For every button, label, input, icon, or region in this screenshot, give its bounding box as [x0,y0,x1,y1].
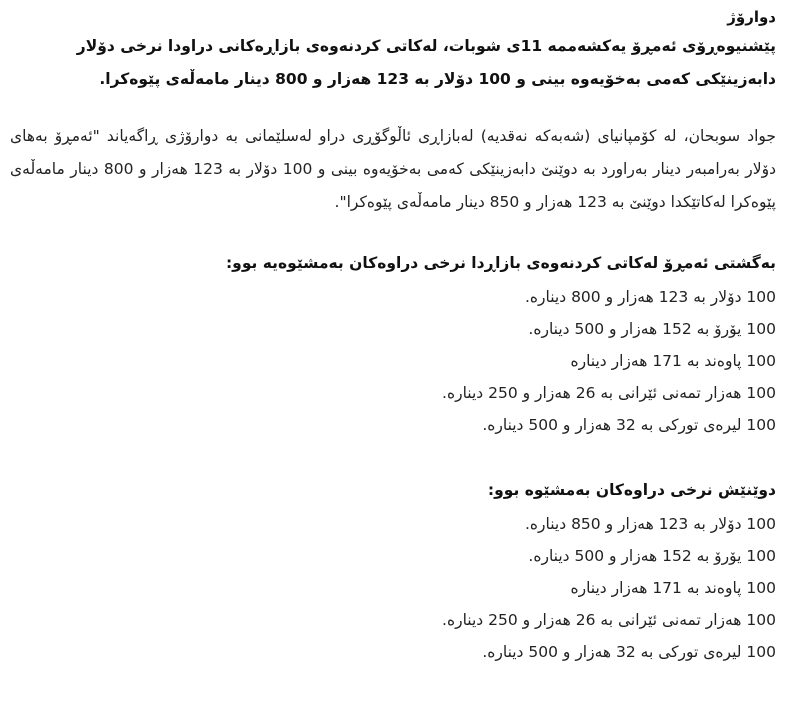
yesterday-rates-heading: دوێنێش نرخی دراوەکان بەمشێوە بوو: [487,481,776,499]
list-item: 100 هەزار تمەنی ئێرانی بە 26 هەزار و 250 دینارە. [442,611,776,629]
today-rates-list [10,281,776,441]
list-item: 100 لیرەی تورکی بە 32 هەزار و 500 دینارە. [482,643,776,661]
list-item: 100 یۆرۆ بە 152 هەزار و 500 دینارە. [528,547,776,565]
list-item: 100 یۆرۆ بە 152 هەزار و 500 دینارە. [528,320,776,338]
article-title: پێشنیوەڕۆی ئەمڕۆ یەکشەممە 11ی شوبات، لەکاتی کردنەوەی بازاڕەکانی دراودا نرخی دۆلار دابەزینێکی کەمی بەخۆیەوە بینی و 100 دۆلار بە 123 هەزار و 800 دینار مامەڵەی پێوەکرا. [76,37,776,88]
list-item: 100 پاوەند بە 171 هەزار دینارە [570,579,776,597]
today-rates-heading: بەگشتی ئەمڕۆ لەکاتی کردنەوەی بازاڕدا نرخی دراوەکان بەمشێوەیە بوو: [225,254,776,272]
list-item: 100 پاوەند بە 171 هەزار دینارە [570,352,776,370]
list-item: 100 دۆلار بە 123 هەزار و 800 دینارە. [524,288,776,306]
site-label: دوارۆژ [727,8,776,26]
list-item: 100 لیرەی تورکی بە 32 هەزار و 500 دینارە. [482,416,776,434]
article-body: جواد سوبحان، لە کۆمپانیای (شەبەکە نەقدیە) لەبازاڕی ئاڵوگۆڕی دراو لەسلێمانی بە دوارۆژی ڕاگەیاند "ئەمڕۆ بەهای دۆلار بەرامبەر دینار بەراورد بە دوێنێ دابەزینێکی کەمی بەخۆیەوە بینی و 100 دۆلار بە 123 هەزار و 800 دینار مامەڵەی پێوەکرا لەکاتێکدا دوێنێ بە 123 هەزار و 850 دینار مامەڵەی پێوەکرا". [10,127,776,211]
list-item: 100 هەزار تمەنی ئێرانی بە 26 هەزار و 250 دینارە. [442,384,776,402]
yesterday-rates-list [10,508,776,668]
list-item: 100 دۆلار بە 123 هەزار و 850 دینارە. [524,515,776,533]
